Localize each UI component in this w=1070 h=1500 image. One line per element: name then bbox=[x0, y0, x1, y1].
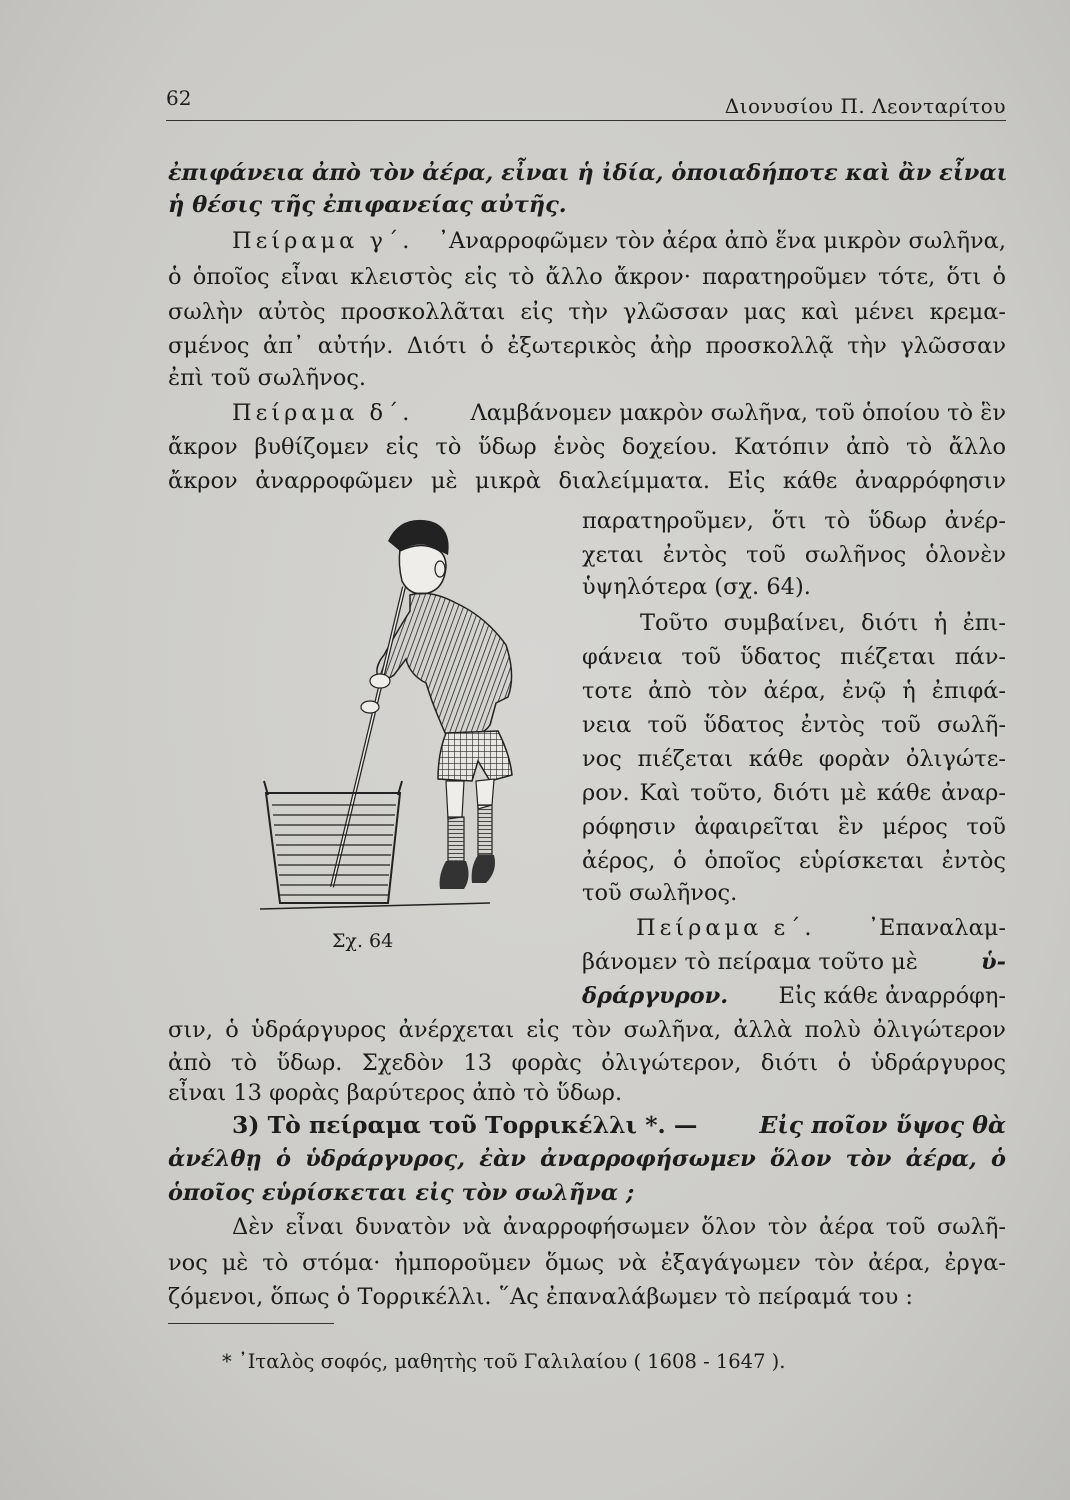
experiment-label: Πείραμα γ΄. bbox=[232, 228, 414, 254]
shoe-right bbox=[472, 855, 495, 883]
text-fragment-italic: ὑ- bbox=[981, 949, 1006, 975]
text-line: ὁποῖος εὑρίσκεται εἰς τὸν σωλῆνα ; bbox=[168, 1180, 635, 1206]
page-header bbox=[166, 86, 1006, 121]
text-line: ρόφησιν ἀφαιρεῖται ἓν μέρος τοῦ bbox=[582, 814, 1006, 840]
footnote: * ᾿Ιταλὸς σοφός, μαθητὴς τοῦ Γαλιλαίου ( 1608 - 1647 ). bbox=[222, 1350, 786, 1373]
text-fragment: ᾿Επαναλαμ- bbox=[867, 915, 1006, 941]
text-line: ἄκρον ἀναρροφῶμεν μὲ μικρὰ διαλείμματα. Εἰς κάθε ἀναρρόφησιν bbox=[168, 468, 1006, 494]
text-fragment: Λαμβάνομεν μακρὸν σωλῆνα, τοῦ ὁποίου τὸ ἓν bbox=[470, 400, 1006, 426]
experiment-label: Πείραμα ε΄. bbox=[636, 915, 816, 941]
footnote-rule bbox=[168, 1323, 334, 1324]
section-question: Εἰς ποῖον ὕψος θὰ bbox=[759, 1111, 1006, 1139]
sock-right bbox=[478, 805, 492, 855]
text-line: Δὲν εἶναι δυνατὸν νὰ ἀναρροφήσωμεν ὅλον τὸν ἀέρα τοῦ σωλῆ- bbox=[232, 1214, 1006, 1240]
text-line: ρον. Καὶ τοῦτο, διότι μὲ κάθε ἀναρ- bbox=[582, 780, 1006, 806]
text-line: ἀνέλθῃ ὁ ὑδράργυρος, ἐὰν ἀναρροφήσωμεν ὅλον τὸν ἀέρα, ὁ bbox=[168, 1146, 1006, 1172]
hand bbox=[370, 674, 390, 688]
text-line: σιν, ὁ ὑδράργυρος ἀνέρχεται εἰς τὸν σωλῆνα, ἀλλὰ πολὺ ὀλιγώτερον bbox=[168, 1017, 1006, 1043]
text-line: σωλὴν αὐτὸς προσκολλᾶται εἰς τὴν γλῶσσαν μας καὶ μένει κρεμα- bbox=[168, 299, 1006, 325]
text-line: τοῦ σωλῆνος. bbox=[582, 880, 738, 906]
figure-caption: Σχ. 64 bbox=[332, 930, 394, 952]
text-line: ἀέρος, ὁ ὁποῖος εὑρίσκεται ἐντὸς bbox=[582, 848, 1006, 874]
text-fragment: βάνομεν τὸ πείραμα τοῦτο μὲ bbox=[582, 949, 918, 975]
text-line: Τοῦτο συμβαίνει, διότι ἡ ἐπι- bbox=[640, 610, 1006, 636]
ear bbox=[435, 561, 445, 577]
sock-left bbox=[448, 817, 464, 861]
experiment-label: Πείραμα δ΄. bbox=[232, 400, 414, 426]
section-title: 3) Τὸ πείραμα τοῦ Τορρικέλλι *. — bbox=[232, 1111, 698, 1139]
text-line: ὁ ὁποῖος εἶναι κλειστὸς εἰς τὸ ἄλλο ἄκρον· παρατηροῦμεν τότε, ὅτι ὁ bbox=[168, 264, 1006, 290]
text-line: σμένος ἀπ᾿ αὐτήν. Διότι ὁ ἐξωτερικὸς ἀὴρ προσκολλᾷ τὴν γλῶσσαν bbox=[168, 333, 1006, 359]
text-line: νος πιέζεται κάθε φορὰν ὀλιγώτε- bbox=[582, 746, 1006, 772]
text-line: ζόμενοι, ὅπως ὁ Τορρικέλλι. ῞Ας ἐπαναλάβωμεν τὸ πείραμά του : bbox=[168, 1284, 914, 1310]
text-line: ἐπιφάνεια ἀπὸ τὸν ἀέρα, εἶναι ἡ ἰδία, ὁποιαδήποτε καὶ ἂν εἶναι bbox=[168, 160, 1008, 186]
paragraph-start bbox=[232, 398, 1006, 428]
page-number: 62 bbox=[166, 86, 192, 110]
paragraph-start bbox=[232, 226, 1006, 256]
paragraph-start bbox=[636, 913, 1006, 943]
text-fragment: ᾿Αναρροφῶμεν τὸν ἀέρα ἀπὸ ἕνα μικρὸν σωλῆνα, bbox=[437, 228, 1006, 254]
text-line bbox=[582, 981, 1006, 1011]
text-fragment-italic: δράργυρον. bbox=[582, 983, 729, 1009]
text-line: νεια τοῦ ὕδατος ἐντὸς τοῦ σωλῆ- bbox=[582, 712, 1006, 738]
text-line: παρατηροῦμεν, ὅτι τὸ ὕδωρ ἀνέρ- bbox=[582, 508, 1006, 534]
shoe-left bbox=[440, 861, 469, 889]
text-line: χεται ἐντὸς τοῦ σωλῆνος ὁλονὲν bbox=[582, 542, 1006, 568]
shorts bbox=[438, 731, 512, 781]
text-line bbox=[582, 947, 1006, 977]
leg-left bbox=[446, 781, 464, 819]
text-line: ἐπὶ τοῦ σωλῆνος. bbox=[168, 365, 367, 391]
text-line: φάνεια τοῦ ὕδατος πιέζεται πάν- bbox=[582, 644, 1006, 670]
text-line: ἄκρον βυθίζομεν εἰς τὸ ὕδωρ ἑνὸς δοχείου. Κατόπιν ἀπὸ τὸ ἄλλο bbox=[168, 434, 1006, 460]
running-title: Διονυσίου Π. Λεονταρίτου bbox=[724, 94, 1006, 118]
text-fragment: Εἰς κάθε ἀναρρόφη- bbox=[778, 983, 1006, 1009]
text-line: ἀπὸ τὸ ὕδωρ. Σχεδὸν 13 φορὰς ὀλιγώτερον, διότι ὁ ὑδράργυρος bbox=[168, 1050, 1006, 1076]
section-heading bbox=[232, 1110, 1006, 1140]
text-line: ἡ θέσις τῆς ἐπιφανείας αὐτῆς. bbox=[168, 192, 567, 218]
text-line: εἶναι 13 φορὰς βαρύτερος ἀπὸ τὸ ὕδωρ. bbox=[168, 1080, 623, 1106]
text-line: νος μὲ τὸ στόμα· ἠμποροῦμεν ὅμως νὰ ἐξαγάγωμεν τὸν ἀέρα, ἐργα- bbox=[168, 1250, 1006, 1276]
text-line: τοτε ἀπὸ τὸν ἀέρα, ἐνῷ ἡ ἐπιφά- bbox=[582, 678, 1006, 704]
text-line: ὑψηλότερα (σχ. 64). bbox=[582, 574, 811, 600]
boy-with-tube-illustration bbox=[250, 505, 570, 935]
